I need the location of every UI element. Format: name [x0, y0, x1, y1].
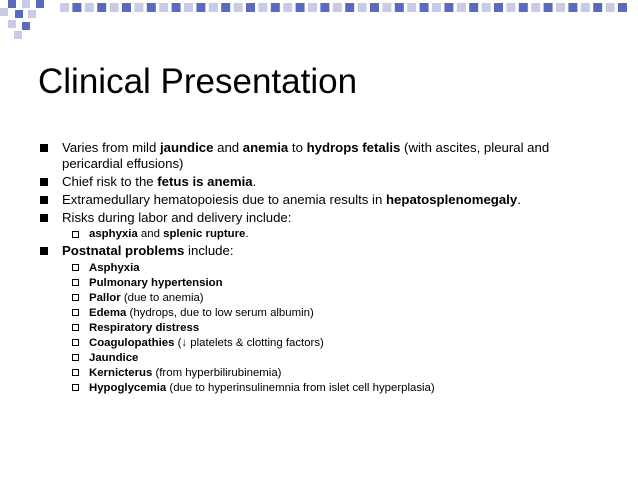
sub-bullet-item	[0, 322, 638, 335]
emphasis-text: fetus is anemia	[157, 173, 253, 189]
hollow-square-bullet-icon	[72, 294, 79, 301]
body-text: Varies from mild	[62, 140, 160, 155]
sub-bullet-item	[0, 352, 638, 365]
hollow-square-bullet-icon	[72, 384, 79, 391]
bullet-item	[0, 192, 638, 208]
emphasis-text: asphyxia	[89, 228, 138, 241]
sub-bullet-item	[0, 307, 638, 320]
emphasis-text: Coagulopathies	[89, 336, 175, 349]
body-text: Risks during labor and delivery include:	[62, 210, 292, 226]
emphasis-text: Hypoglycemia	[89, 381, 167, 394]
body-text: .	[245, 228, 249, 241]
square-bullet-icon	[40, 214, 48, 222]
square-bullet-icon	[40, 247, 48, 255]
emphasis-text: hydrops fetalis	[306, 140, 401, 155]
slide-title: Clinical Presentation	[38, 62, 358, 101]
bullet-item	[0, 174, 638, 190]
body-text: .	[517, 191, 521, 207]
body-text: (due to anemia)	[120, 291, 204, 304]
hollow-square-bullet-icon	[72, 279, 79, 286]
sub-bullet-item	[0, 367, 638, 380]
sub-bullet-item	[0, 228, 638, 241]
emphasis-text: Pallor	[89, 291, 121, 304]
hollow-square-bullet-icon	[72, 354, 79, 361]
body-text: (due to hyperinsulinemnia from islet cell hyperplasia)	[166, 381, 435, 394]
emphasis-text: Asphyxia	[89, 261, 140, 274]
emphasis-text: Edema	[89, 306, 127, 319]
sub-bullet-item	[0, 262, 638, 275]
emphasis-text: anemia	[242, 140, 289, 155]
emphasis-text: splenic rupture	[163, 228, 246, 241]
emphasis-text: Jaundice	[89, 351, 139, 364]
bullet-item	[0, 140, 638, 171]
bullet-item	[0, 243, 638, 259]
sub-bullet-item	[0, 277, 638, 290]
hollow-square-bullet-icon	[72, 231, 79, 238]
body-text: Chief risk to the	[62, 173, 158, 189]
emphasis-text: Pulmonary hypertension	[89, 276, 223, 289]
square-bullet-icon	[40, 144, 48, 152]
emphasis-text: hepatosplenomegaly	[386, 191, 518, 207]
emphasis-text: Kernicterus	[89, 366, 153, 379]
square-bullet-icon	[40, 178, 48, 186]
body-text: and	[213, 140, 243, 155]
bullet-item	[0, 210, 638, 226]
square-bullet-icon	[40, 196, 48, 204]
emphasis-text: jaundice	[159, 140, 214, 155]
body-text: to	[288, 140, 307, 155]
body-text: .	[252, 173, 257, 189]
sub-bullet-item	[0, 337, 638, 350]
sub-bullet-item	[0, 382, 638, 395]
hollow-square-bullet-icon	[72, 309, 79, 316]
hollow-square-bullet-icon	[72, 264, 79, 271]
body-text: Extramedullary hematopoiesis due to anemia results in	[62, 191, 386, 207]
body-text: (with ascites, pleural and pericardial effusions)	[62, 140, 550, 171]
body-text: (↓ platelets & clotting factors)	[174, 336, 324, 349]
body-text: include:	[184, 243, 234, 259]
emphasis-text: Respiratory distress	[89, 321, 200, 334]
top-decorative-band	[0, 0, 638, 40]
body-text: and	[137, 228, 164, 241]
body-text: (from hyperbilirubinemia)	[152, 366, 282, 379]
hollow-square-bullet-icon	[72, 369, 79, 376]
emphasis-text: Postnatal problems	[62, 243, 185, 259]
sub-bullet-item	[0, 292, 638, 305]
hollow-square-bullet-icon	[72, 324, 79, 331]
body-text: (hydrops, due to low serum albumin)	[126, 306, 314, 319]
bullet-list	[0, 140, 638, 397]
hollow-square-bullet-icon	[72, 339, 79, 346]
